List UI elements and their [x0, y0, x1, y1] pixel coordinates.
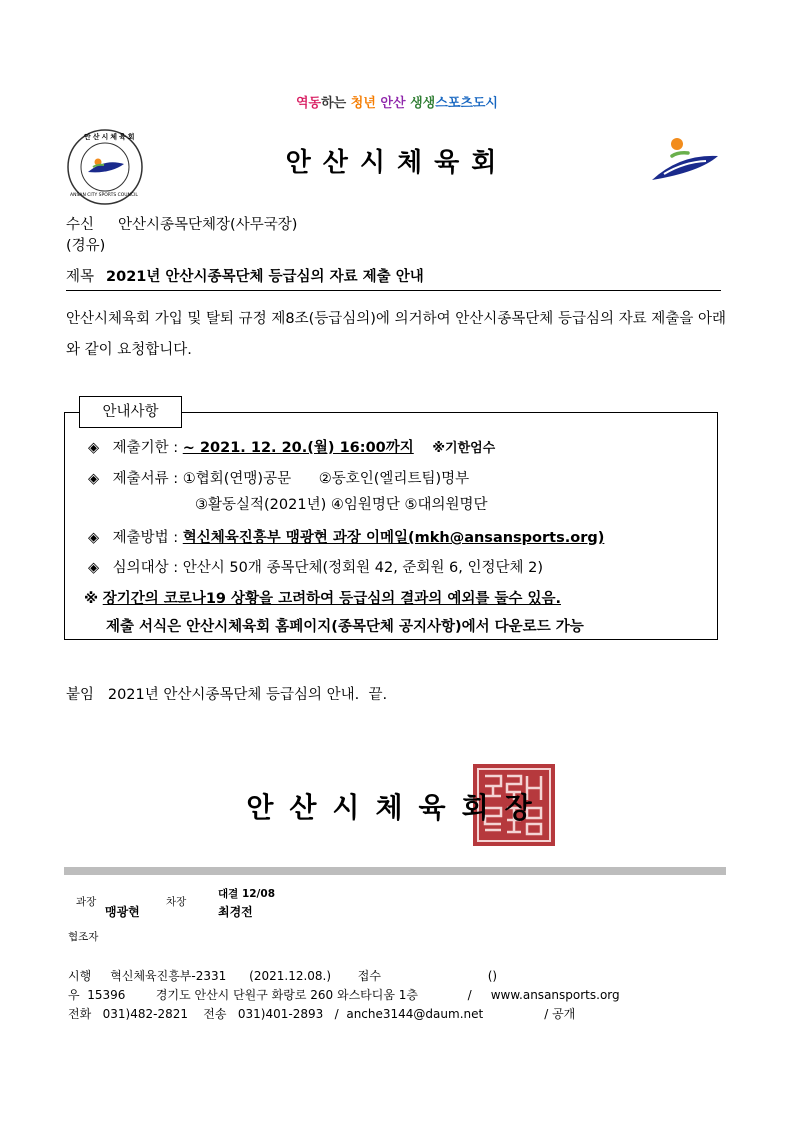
diamond-bullet-icon: ◈: [88, 560, 100, 576]
slogan: [0, 92, 794, 111]
via-text: (경유): [66, 238, 106, 254]
emblem-korean-text: 안산시체육회: [84, 133, 137, 141]
deadline-value: ~ 2021. 12. 20.(월) 16:00까지: [182, 440, 414, 456]
target-value: 안산시 50개 종목단체(정회원 42, 준회원 6, 인정단체 2): [182, 560, 544, 576]
sports-logo-icon: [650, 134, 720, 186]
footer-divider: [64, 867, 726, 875]
attachment-line: 붙임 2021년 안산시종목단체 등급심의 안내. 끝.: [66, 687, 388, 703]
method-label: 제출방법 :: [112, 530, 179, 546]
deadline-label: 제출기한 :: [112, 440, 179, 456]
note-line1: [84, 587, 561, 608]
slogan-part: 스포츠도시: [435, 96, 498, 111]
docs-line2: ③활동실적(2021년) ④임원명단 ⑤대의원명단: [195, 497, 488, 513]
approval-role3: 대결 12/08: [218, 888, 276, 900]
deadline-note: ※기한엄수: [432, 441, 496, 456]
approval-role2: 차장: [166, 896, 187, 908]
footer-line1: 시행 혁신체육진흥부-2331 (2021.12.08.) 접수 (): [68, 969, 498, 983]
footer-line2: 우 15396 경기도 안산시 단원구 화랑로 260 와스타디움 1층 / www.ansansports.org: [68, 988, 620, 1002]
diamond-bullet-icon: ◈: [88, 530, 100, 546]
notice-tab: 안내사항: [79, 396, 182, 428]
approval-role1: 과장: [76, 896, 97, 908]
slogan-part: 청년: [350, 96, 381, 111]
target-label: 심의대상 :: [112, 560, 179, 576]
subject-value: 2021년 안산시종목단체 등급심의 자료 제출 안내: [106, 269, 424, 285]
method-item: [88, 526, 604, 547]
slogan-part: 하는: [321, 96, 351, 111]
method-value: 혁신체육진흥부 맹광현 과장 이메일(mkh@ansansports.org): [182, 530, 605, 546]
cooperation-label: 협조자: [68, 931, 99, 943]
docs-line1: ①협회(연맹)공문 ②동호인(엘리트팀)명부: [182, 471, 470, 487]
slogan-part: 안산: [380, 96, 411, 111]
subject-label: 제목: [66, 269, 95, 285]
slogan-part: 생생: [410, 96, 436, 111]
docs-item: [88, 467, 469, 488]
page-title: 안산시체육회: [285, 148, 509, 178]
approval-name3: 최경전: [218, 905, 253, 919]
note-text1: 장기간의 코로나19 상황을 고려하여 등급심의 결과의 예외를 둘수 있음.: [102, 591, 561, 607]
signature-title: 안산시체육회장: [246, 791, 548, 824]
docs-label: 제출서류 :: [112, 471, 179, 487]
diamond-bullet-icon: ◈: [88, 471, 100, 487]
subject-line: [66, 265, 424, 286]
approval-name1: 맹광현: [105, 905, 140, 919]
emblem-english-text: ANSAN CITY SPORTS COUNCIL: [70, 193, 138, 198]
recipient-value: 안산시종목단체장(사무국장): [118, 217, 298, 233]
footer-line3: 전화 031)482-2821 전송 031)401-2893 / anche3144@daum.net / 공개: [68, 1007, 576, 1021]
diamond-bullet-icon: ◈: [88, 440, 100, 456]
divider: [66, 290, 721, 291]
recipient-label: 수신: [66, 217, 95, 233]
deadline-item: [88, 436, 495, 457]
note-line2: 제출 서식은 안산시체육회 홈페이지(종목단체 공지사항)에서 다운로드 가능: [106, 619, 584, 635]
note-mark: ※: [84, 591, 99, 607]
slogan-part: 역동: [295, 96, 322, 111]
body-paragraph: 안산시체육회 가입 및 탈퇴 규정 제8조(등급심의)에 의거하여 안산시종목단체 등급심의 자료 제출을 아래와 같이 요청합니다.: [66, 311, 726, 358]
target-item: [88, 556, 543, 577]
